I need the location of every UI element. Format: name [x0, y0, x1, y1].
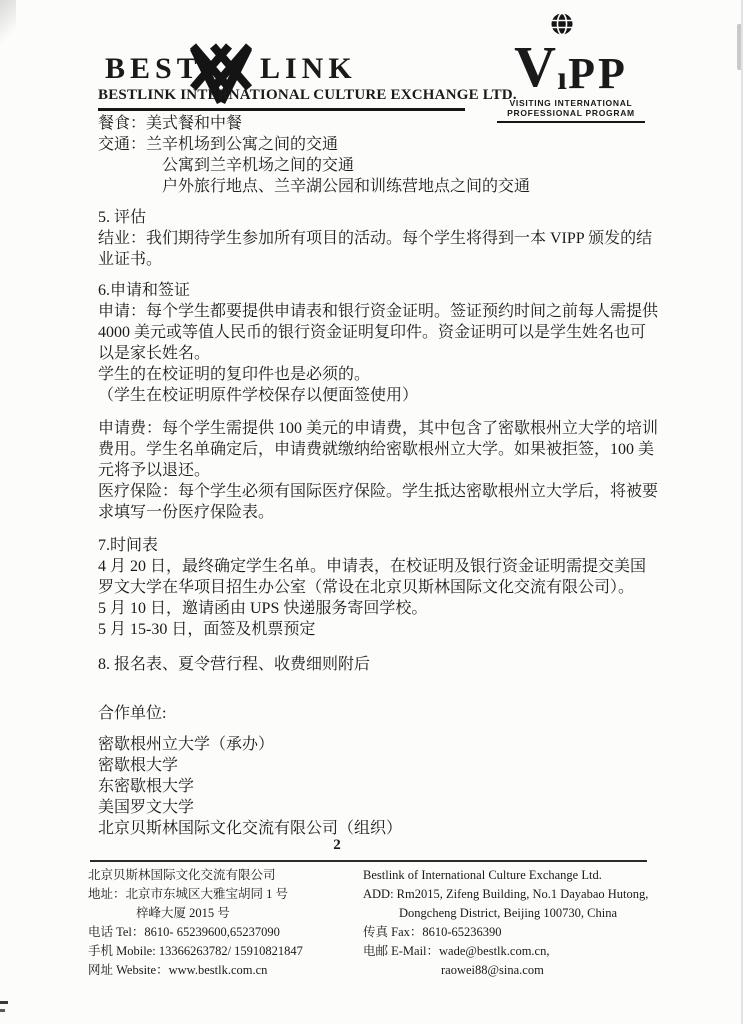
application-fee-text-1: 申请费：每个学生需提供 100 美元的申请费，其中包含了密歇根州立大学的培训	[98, 420, 659, 437]
logo-link-text: LINK	[260, 52, 357, 85]
footer-address-en-2: Dongcheng District, Beijing 100730, China	[399, 906, 618, 920]
vipp-i-text: ı	[557, 60, 567, 97]
transport-line-2: 公寓到兰辛机场之间的交通	[162, 157, 355, 174]
application-text-1: 申请：每个学生都要提供申请表和银行资金证明。签证预约时间之前每人需提供	[98, 303, 659, 320]
school-certificate-text: 学生的在校证明的复印件也是必须的。	[98, 366, 371, 383]
certificate-note-text: （学生在校证明原件学校保存以便面签使用）	[98, 387, 419, 404]
section-5-text-1: 结业：我们期待学生参加所有项目的活动。每个学生将得到一本 VIPP 颁发的结	[98, 230, 653, 247]
footer-company-cn: 北京贝斯林国际文化交流有限公司	[88, 868, 276, 882]
vipp-logo	[497, 34, 645, 123]
transport-line-1: 交通：兰辛机场到公寓之间的交通	[98, 136, 339, 153]
footer-fax: 传真 Fax：8610-65236390	[363, 925, 502, 939]
footer-left-column	[88, 866, 363, 980]
footer-address-cn-2: 梓峰大厦 2015 号	[136, 906, 230, 920]
footer-divider	[90, 860, 647, 862]
vipp-wordmark	[497, 34, 645, 99]
transport-line-3: 户外旅行地点、兰辛湖公园和训练营地点之间的交通	[162, 178, 531, 195]
partner-bestlink: 北京贝斯林国际文化交流有限公司（组织）	[98, 820, 403, 837]
footer-address-en-1: ADD: Rm2015, Zifeng Building, No.1 Dayabao Hutong,	[363, 887, 649, 901]
application-fee-text-3: 元将予以退还。	[98, 462, 211, 479]
company-name: BESTLINK INTERNATIONAL CULTURE EXCHANGE LTD.	[98, 87, 465, 111]
partner-rowan: 美国罗文大学	[98, 799, 195, 816]
vipp-v-text: V	[514, 34, 557, 99]
footer-email-1: 电邮 E-Mail：wade@bestlk.com.cn,	[363, 944, 550, 958]
section-8-heading: 8. 报名表、夏令营行程、收费细则附后	[98, 656, 371, 673]
application-text-3: 以是家长姓名。	[98, 345, 211, 362]
timeline-text-3: 5 月 10 日，邀请函由 UPS 快递服务寄回学校。	[98, 600, 428, 617]
vipp-pp-text: PP	[568, 49, 628, 98]
footer-email-2: raowei88@sina.com	[441, 963, 544, 977]
document-body	[98, 113, 659, 839]
vipp-tagline-line2: PROFESSIONAL PROGRAM	[507, 108, 635, 118]
section-5-text-2: 业证书。	[98, 251, 163, 268]
logo-best-text: BEST	[105, 52, 202, 85]
medical-insurance-text-1: 医疗保险：每个学生必须有国际医疗保险。学生抵达密歇根州立大学后，将被要	[98, 483, 659, 500]
application-fee-text-2: 费用。学生名单确定后，申请费就缴纳给密歇根州立大学。如果被拒签，100 美	[98, 441, 655, 458]
partners-heading: 合作单位:	[98, 705, 167, 722]
application-text-2: 4000 美元或等值人民币的银行资金证明复印件。资金证明可以是学生姓名也可	[98, 324, 647, 341]
partner-umich: 密歇根大学	[98, 757, 179, 774]
timeline-text-1: 4 月 20 日，最终确定学生名单。申请表，在校证明及银行资金证明需提交美国	[98, 558, 647, 575]
timeline-text-4: 5 月 15-30 日，面签及机票预定	[98, 621, 316, 638]
footer	[88, 866, 668, 980]
footer-company-en: Bestlink of International Culture Exchange Ltd.	[363, 868, 602, 882]
footer-right-column	[363, 866, 663, 980]
partner-emu: 东密歇根大学	[98, 778, 195, 795]
timeline-text-2: 罗文大学在华项目招生办公室（常设在北京贝斯林国际文化交流有限公司）。	[98, 579, 635, 596]
meals-line: 餐食：美式餐和中餐	[98, 115, 243, 132]
footer-website: 网址 Website：www.bestlk.com.cn	[88, 963, 268, 977]
footer-mobile: 手机 Mobile: 13366263782/ 15910821847	[88, 944, 303, 958]
vipp-tagline-line1: VISITING INTERNATIONAL	[509, 98, 633, 108]
section-6-heading: 6.申请和签证	[98, 282, 191, 299]
scan-mark-bottom-left	[0, 1001, 8, 1004]
section-7-heading: 7.时间表	[98, 537, 159, 554]
page-number: 2	[333, 837, 341, 853]
footer-address-cn-1: 地址：北京市东城区大雅宝胡同 1 号	[88, 887, 289, 901]
partner-msu: 密歇根州立大学（承办）	[98, 736, 275, 753]
scan-shadow-top-left	[0, 0, 16, 50]
section-5-heading: 5. 评估	[98, 209, 147, 226]
scan-mark-bottom-left	[0, 1009, 5, 1012]
medical-insurance-text-2: 求填写一份医疗保险表。	[98, 504, 275, 521]
footer-phone: 电话 Tel：8610- 65239600,65237090	[88, 925, 280, 939]
globe-icon	[550, 12, 574, 40]
